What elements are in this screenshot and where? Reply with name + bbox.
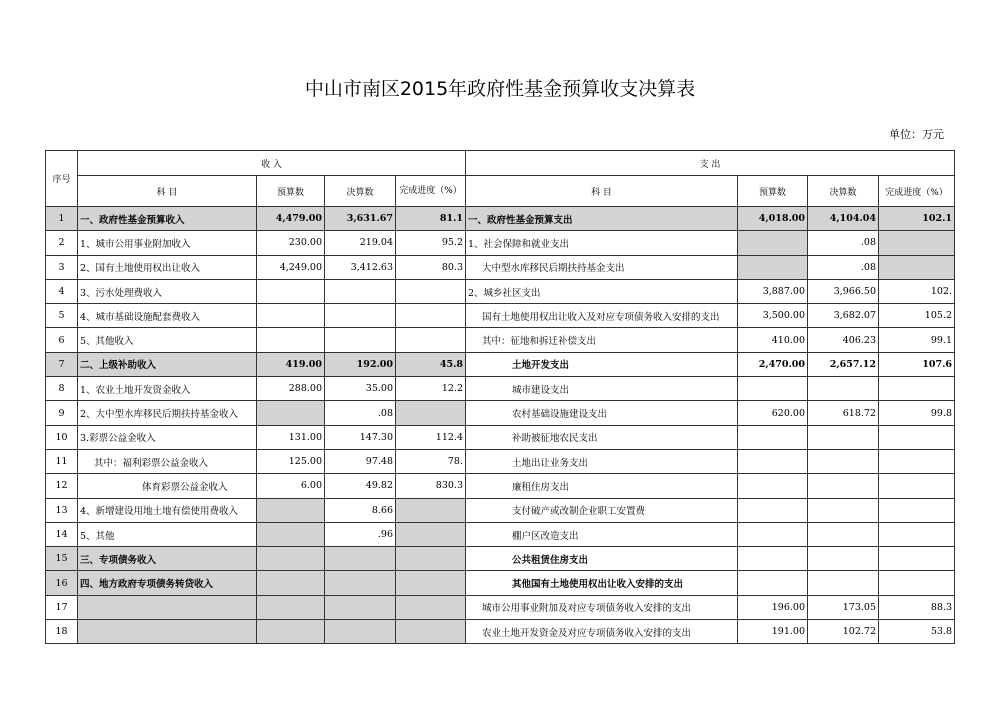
income-actual-header: 决算数 — [325, 176, 396, 207]
income-budget-header: 预算数 — [257, 176, 325, 207]
table-row — [46, 474, 955, 498]
row-seq: 11 — [46, 449, 78, 473]
table-row — [46, 498, 955, 522]
income-budget — [257, 522, 325, 546]
expense-actual — [808, 571, 879, 595]
income-actual — [325, 279, 396, 303]
row-seq: 6 — [46, 328, 78, 352]
table-row — [46, 547, 955, 571]
income-pct — [396, 620, 466, 644]
expense-pct — [879, 547, 955, 571]
expense-item: 农业土地开发资金及对应专项债务收入安排的支出 — [466, 620, 738, 644]
table-row — [46, 449, 955, 473]
income-budget: 125.00 — [257, 449, 325, 473]
expense-budget — [738, 425, 808, 449]
row-seq: 2 — [46, 231, 78, 255]
expense-budget — [738, 498, 808, 522]
row-seq: 9 — [46, 401, 78, 425]
income-actual — [325, 571, 396, 595]
expense-item: 土地出让业务支出 — [466, 449, 738, 473]
row-seq: 8 — [46, 377, 78, 401]
expense-item: 其他国有土地使用权出让收入安排的支出 — [466, 571, 738, 595]
table-body — [46, 207, 955, 644]
income-actual: 35.00 — [325, 377, 396, 401]
expense-actual — [808, 498, 879, 522]
income-pct-header: 完成进度（%） — [396, 176, 466, 207]
expense-pct — [879, 377, 955, 401]
income-actual: 3,631.67 — [325, 207, 396, 231]
expense-item: 国有土地使用权出让收入及对应专项债务收入安排的支出 — [466, 304, 738, 328]
expense-budget: 410.00 — [738, 328, 808, 352]
expense-pct: 53.8 — [879, 620, 955, 644]
expense-actual — [808, 547, 879, 571]
income-budget — [257, 401, 325, 425]
income-item: 4、城市基础设施配套费收入 — [78, 304, 257, 328]
expense-item: 棚户区改造支出 — [466, 522, 738, 546]
row-seq: 1 — [46, 207, 78, 231]
row-seq: 14 — [46, 522, 78, 546]
table-row — [46, 425, 955, 449]
income-actual: 49.82 — [325, 474, 396, 498]
table-row — [46, 207, 955, 231]
income-actual: 192.00 — [325, 352, 396, 376]
income-pct — [396, 595, 466, 619]
table-row — [46, 279, 955, 303]
income-item: 其中：福利彩票公益金收入 — [78, 449, 257, 473]
table-row — [46, 522, 955, 546]
expense-budget: 191.00 — [738, 620, 808, 644]
row-seq: 5 — [46, 304, 78, 328]
seq-header: 序号 — [46, 151, 78, 207]
expense-budget — [738, 571, 808, 595]
income-budget: 4,249.00 — [257, 255, 325, 279]
income-pct — [396, 304, 466, 328]
income-budget — [257, 498, 325, 522]
income-actual: 219.04 — [325, 231, 396, 255]
income-item: 4、新增建设用地土地有偿使用费收入 — [78, 498, 257, 522]
income-item: 四、地方政府专项债务转贷收入 — [78, 571, 257, 595]
income-pct — [396, 328, 466, 352]
expense-pct: 99.8 — [879, 401, 955, 425]
expense-pct — [879, 571, 955, 595]
expense-budget — [738, 377, 808, 401]
income-budget — [257, 304, 325, 328]
income-item: 5、其他收入 — [78, 328, 257, 352]
income-actual: .96 — [325, 522, 396, 546]
income-pct: 95.2 — [396, 231, 466, 255]
expense-budget — [738, 547, 808, 571]
expense-pct: 107.6 — [879, 352, 955, 376]
expense-actual — [808, 425, 879, 449]
expense-actual-header: 决算数 — [808, 176, 879, 207]
income-actual: .08 — [325, 401, 396, 425]
row-seq: 18 — [46, 620, 78, 644]
income-budget: 419.00 — [257, 352, 325, 376]
income-item: 一、政府性基金预算收入 — [78, 207, 257, 231]
table-row — [46, 328, 955, 352]
expense-budget — [738, 522, 808, 546]
income-budget — [257, 547, 325, 571]
row-seq: 16 — [46, 571, 78, 595]
income-pct — [396, 522, 466, 546]
expense-item: 公共租赁住房支出 — [466, 547, 738, 571]
income-actual: 97.48 — [325, 449, 396, 473]
expense-budget — [738, 449, 808, 473]
table-row — [46, 571, 955, 595]
expense-item: 城市建设支出 — [466, 377, 738, 401]
row-seq: 12 — [46, 474, 78, 498]
expense-actual — [808, 522, 879, 546]
row-seq: 17 — [46, 595, 78, 619]
row-seq: 10 — [46, 425, 78, 449]
expense-item: 一、政府性基金预算支出 — [466, 207, 738, 231]
income-item — [78, 595, 257, 619]
page-title: 中山市南区2015年政府性基金预算收支决算表 — [304, 78, 696, 100]
expense-item: 支付破产或改制企业职工安置费 — [466, 498, 738, 522]
expense-item: 廉租住房支出 — [466, 474, 738, 498]
expense-actual: 102.72 — [808, 620, 879, 644]
row-seq: 7 — [46, 352, 78, 376]
income-item — [78, 620, 257, 644]
expense-pct — [879, 425, 955, 449]
expense-pct — [879, 498, 955, 522]
expense-actual: 3,682.07 — [808, 304, 879, 328]
expense-actual: 173.05 — [808, 595, 879, 619]
expense-budget — [738, 474, 808, 498]
expense-budget: 2,470.00 — [738, 352, 808, 376]
table-row — [46, 620, 955, 644]
income-item: 3.彩票公益金收入 — [78, 425, 257, 449]
income-budget — [257, 279, 325, 303]
expense-actual: .08 — [808, 255, 879, 279]
unit-label: 单位：万元 — [889, 128, 944, 141]
income-budget: 288.00 — [257, 377, 325, 401]
expense-budget-header: 预算数 — [738, 176, 808, 207]
income-pct: 112.4 — [396, 425, 466, 449]
income-pct: 12.2 — [396, 377, 466, 401]
expense-pct-header: 完成进度（%） — [879, 176, 955, 207]
income-item: 三、专项债务收入 — [78, 547, 257, 571]
expense-actual: 4,104.04 — [808, 207, 879, 231]
row-seq: 4 — [46, 279, 78, 303]
income-actual — [325, 547, 396, 571]
income-budget: 230.00 — [257, 231, 325, 255]
income-actual: 147.30 — [325, 425, 396, 449]
expense-budget — [738, 231, 808, 255]
income-pct — [396, 401, 466, 425]
income-item: 体育彩票公益金收入 — [78, 474, 257, 498]
expense-actual: 406.23 — [808, 328, 879, 352]
expense-item: 2、城乡社区支出 — [466, 279, 738, 303]
income-item: 1、农业土地开发资金收入 — [78, 377, 257, 401]
row-seq: 13 — [46, 498, 78, 522]
income-pct — [396, 279, 466, 303]
expense-actual: 3,966.50 — [808, 279, 879, 303]
table-row — [46, 401, 955, 425]
expense-actual: 2,657.12 — [808, 352, 879, 376]
table-row — [46, 352, 955, 376]
expense-pct — [879, 231, 955, 255]
expense-item: 土地开发支出 — [466, 352, 738, 376]
income-budget: 131.00 — [257, 425, 325, 449]
row-seq: 3 — [46, 255, 78, 279]
expense-budget: 4,018.00 — [738, 207, 808, 231]
expense-item: 大中型水库移民后期扶持基金支出 — [466, 255, 738, 279]
expense-actual — [808, 449, 879, 473]
income-actual: 8.66 — [325, 498, 396, 522]
expense-pct — [879, 522, 955, 546]
income-actual — [325, 328, 396, 352]
table-row — [46, 595, 955, 619]
row-seq: 15 — [46, 547, 78, 571]
expense-budget: 620.00 — [738, 401, 808, 425]
income-budget — [257, 571, 325, 595]
income-actual: 3,412.63 — [325, 255, 396, 279]
expense-item: 1、社会保障和就业支出 — [466, 231, 738, 255]
income-item: 2、国有土地使用权出让收入 — [78, 255, 257, 279]
income-pct — [396, 498, 466, 522]
expense-pct — [879, 449, 955, 473]
expense-actual — [808, 474, 879, 498]
income-budget: 6.00 — [257, 474, 325, 498]
income-pct — [396, 571, 466, 595]
table-row — [46, 255, 955, 279]
income-pct: 80.3 — [396, 255, 466, 279]
income-budget: 4,479.00 — [257, 207, 325, 231]
income-item-header: 科 目 — [78, 176, 257, 207]
income-item: 二、上级补助收入 — [78, 352, 257, 376]
income-pct — [396, 547, 466, 571]
expense-header: 支 出 — [466, 151, 955, 176]
expense-pct: 99.1 — [879, 328, 955, 352]
income-pct: 81.1 — [396, 207, 466, 231]
expense-item: 其中：征地和拆迁补偿支出 — [466, 328, 738, 352]
expense-actual: 618.72 — [808, 401, 879, 425]
income-item: 5、其他 — [78, 522, 257, 546]
income-item: 3、污水处理费收入 — [78, 279, 257, 303]
header-row-1 — [46, 151, 955, 176]
income-budget — [257, 620, 325, 644]
expense-pct: 102.1 — [879, 207, 955, 231]
expense-pct — [879, 474, 955, 498]
expense-item-header: 科 目 — [466, 176, 738, 207]
expense-budget: 3,500.00 — [738, 304, 808, 328]
income-actual — [325, 595, 396, 619]
income-actual — [325, 620, 396, 644]
expense-item: 城市公用事业附加及对应专项债务收入安排的支出 — [466, 595, 738, 619]
income-header: 收 入 — [78, 151, 466, 176]
expense-budget: 3,887.00 — [738, 279, 808, 303]
expense-budget: 196.00 — [738, 595, 808, 619]
expense-pct: 102. — [879, 279, 955, 303]
income-actual — [325, 304, 396, 328]
income-budget — [257, 328, 325, 352]
income-pct: 830.3 — [396, 474, 466, 498]
income-pct: 45.8 — [396, 352, 466, 376]
table-row — [46, 377, 955, 401]
expense-item: 农村基础设施建设支出 — [466, 401, 738, 425]
income-pct: 78. — [396, 449, 466, 473]
table-row — [46, 231, 955, 255]
table-row — [46, 304, 955, 328]
expense-pct: 105.2 — [879, 304, 955, 328]
income-budget — [257, 595, 325, 619]
expense-budget — [738, 255, 808, 279]
expense-pct: 88.3 — [879, 595, 955, 619]
income-item: 2、大中型水库移民后期扶持基金收入 — [78, 401, 257, 425]
expense-pct — [879, 255, 955, 279]
expense-actual: .08 — [808, 231, 879, 255]
header-row-2 — [46, 176, 955, 207]
income-item: 1、城市公用事业附加收入 — [78, 231, 257, 255]
expense-actual — [808, 377, 879, 401]
budget-table — [45, 150, 955, 644]
expense-item: 补助被征地农民支出 — [466, 425, 738, 449]
